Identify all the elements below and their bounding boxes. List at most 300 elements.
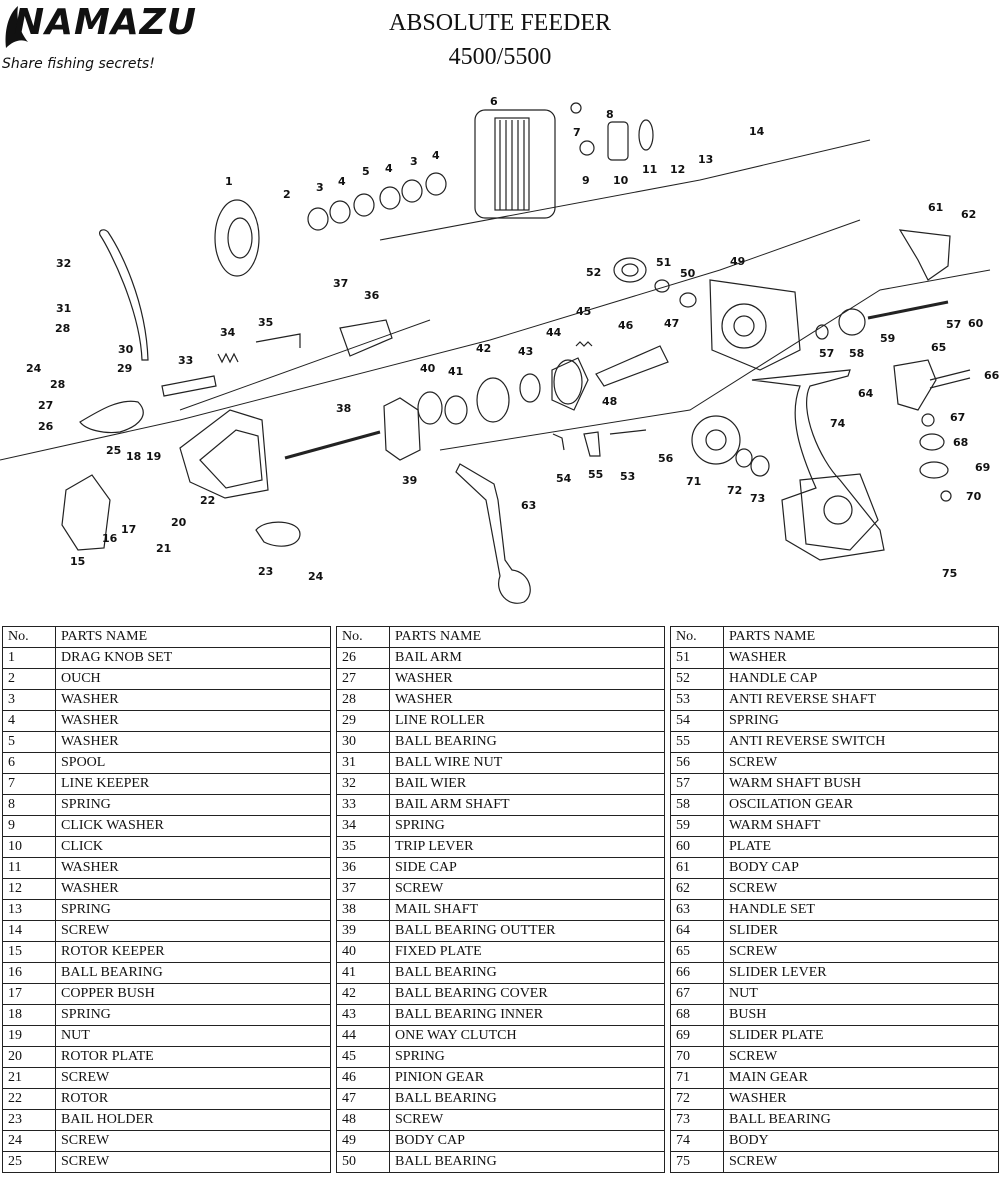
part-number-cell: 43 [337,1005,390,1026]
part-callout: 24 [308,570,324,583]
table-row [337,921,665,942]
part-name-cell: BODY CAP [724,858,999,879]
part-name-cell: LINE KEEPER [56,774,331,795]
table-row [3,879,331,900]
table-row [3,774,331,795]
part-name-cell: ROTOR [56,1089,331,1110]
part-callout: 11 [642,163,658,176]
exploded-view-drawing [0,80,1000,620]
part-number-cell: 72 [671,1089,724,1110]
part-name-cell: WASHER [56,690,331,711]
part-number-cell: 69 [671,1026,724,1047]
part-number-cell: 38 [337,900,390,921]
part-callout: 65 [931,341,947,354]
part-name-cell: SCREW [56,1131,331,1152]
part-number-cell: 46 [337,1068,390,1089]
part-number-cell: 35 [337,837,390,858]
part-name-cell: SCREW [56,921,331,942]
part-callout: 27 [38,399,54,412]
part-callout: 57 [946,318,962,331]
part-number-cell: 10 [3,837,56,858]
part-callout: 23 [258,565,274,578]
part-number-cell: 59 [671,816,724,837]
part-callout: 74 [830,417,846,430]
part-number-cell: 30 [337,732,390,753]
part-number-cell: 52 [671,669,724,690]
part-number-cell: 19 [3,1026,56,1047]
part-number-cell: 41 [337,963,390,984]
table-row [337,774,665,795]
part-name-cell: SPRING [390,1047,665,1068]
part-callout: 37 [333,277,349,290]
part-name-cell: SLIDER PLATE [724,1026,999,1047]
page-title: ABSOLUTE FEEDER [389,10,611,36]
part-name-cell: BALL BEARING [390,963,665,984]
part-callout: 3 [316,181,324,194]
table-row [3,732,331,753]
part-callout: 3 [410,155,418,168]
part-callout: 8 [606,108,614,121]
part-name-cell: SCREW [724,753,999,774]
part-name-cell: COPPER BUSH [56,984,331,1005]
table-row [3,795,331,816]
part-number-cell: 37 [337,879,390,900]
table-row [337,837,665,858]
part-callout: 4 [432,149,440,162]
part-callout: 51 [656,256,672,269]
part-number-cell: 18 [3,1005,56,1026]
part-number-cell: 1 [3,648,56,669]
table-row [337,1068,665,1089]
column-header-no: No. [3,627,56,648]
part-callout: 28 [55,322,71,335]
part-number-cell: 33 [337,795,390,816]
part-callout: 25 [106,444,122,457]
table-row [3,669,331,690]
part-name-cell: SCREW [56,1152,331,1173]
part-callout: 38 [336,402,352,415]
part-name-cell: SPRING [56,795,331,816]
part-callout: 24 [26,362,42,375]
table-row [337,648,665,669]
part-number-cell: 73 [671,1110,724,1131]
part-name-cell: OSCILATION GEAR [724,795,999,816]
part-name-cell: HANDLE SET [724,900,999,921]
part-name-cell: PINION GEAR [390,1068,665,1089]
part-callout: 4 [385,162,393,175]
table-row [671,795,999,816]
part-callout: 31 [56,302,72,315]
table-row [337,732,665,753]
table-row [337,711,665,732]
part-name-cell: WASHER [390,690,665,711]
part-name-cell: SPOOL [56,753,331,774]
part-callout: 9 [582,174,590,187]
part-callout: 2 [283,188,291,201]
table-row [671,1152,999,1173]
part-callout: 69 [975,461,991,474]
part-name-cell: HANDLE CAP [724,669,999,690]
parts-table-body [671,648,999,1173]
part-number-cell: 16 [3,963,56,984]
part-name-cell: BALL BEARING [56,963,331,984]
part-number-cell: 7 [3,774,56,795]
part-number-cell: 21 [3,1068,56,1089]
table-row [337,879,665,900]
table-header-row [3,627,331,648]
part-number-cell: 56 [671,753,724,774]
part-name-cell: NUT [56,1026,331,1047]
part-callout: 60 [968,317,984,330]
part-callout: 15 [70,555,86,568]
part-number-cell: 55 [671,732,724,753]
table-row [337,984,665,1005]
part-name-cell: SCREW [724,1152,999,1173]
part-number-cell: 66 [671,963,724,984]
part-name-cell: WARM SHAFT [724,816,999,837]
part-callout: 54 [556,472,572,485]
table-row [3,1089,331,1110]
table-row [337,942,665,963]
part-number-cell: 22 [3,1089,56,1110]
part-name-cell: WASHER [724,648,999,669]
part-number-cell: 28 [337,690,390,711]
table-row [337,1131,665,1152]
part-number-cell: 65 [671,942,724,963]
part-callout: 47 [664,317,680,330]
part-callout: 19 [146,450,162,463]
part-name-cell: ROTOR PLATE [56,1047,331,1068]
part-number-cell: 60 [671,837,724,858]
part-callout: 71 [686,475,702,488]
part-name-cell: SCREW [724,879,999,900]
table-row [3,753,331,774]
part-callout: 67 [950,411,966,424]
table-row [337,1026,665,1047]
part-number-cell: 4 [3,711,56,732]
table-row [671,900,999,921]
part-callout: 13 [698,153,714,166]
part-name-cell: PLATE [724,837,999,858]
parts-table-2 [336,626,665,1173]
table-row [671,984,999,1005]
table-row [337,690,665,711]
table-row [671,1068,999,1089]
part-number-cell: 9 [3,816,56,837]
part-callout: 20 [171,516,187,529]
part-name-cell: CLICK [56,837,331,858]
table-row [3,900,331,921]
column-header-no: No. [337,627,390,648]
page-subtitle: 4500/5500 [448,44,552,70]
table-row [3,837,331,858]
part-name-cell: BAIL HOLDER [56,1110,331,1131]
table-row [671,963,999,984]
part-name-cell: OUCH [56,669,331,690]
part-callout: 7 [573,126,581,139]
column-header-no: No. [671,627,724,648]
part-number-cell: 24 [3,1131,56,1152]
header [0,0,1000,80]
part-number-cell: 51 [671,648,724,669]
part-callout: 72 [727,484,743,497]
part-callout: 30 [118,343,134,356]
part-number-cell: 48 [337,1110,390,1131]
table-row [671,711,999,732]
parts-table-body [3,648,331,1173]
part-number-cell: 74 [671,1131,724,1152]
table-row [3,942,331,963]
table-row [671,669,999,690]
table-row [3,1152,331,1173]
part-number-cell: 40 [337,942,390,963]
part-name-cell: BUSH [724,1005,999,1026]
part-name-cell: MAIL SHAFT [390,900,665,921]
part-name-cell: BAIL ARM SHAFT [390,795,665,816]
part-callout: 59 [880,332,896,345]
table-row [3,690,331,711]
part-callout: 6 [490,95,498,108]
part-callout: 41 [448,365,464,378]
part-callout: 16 [102,532,118,545]
table-row [3,1047,331,1068]
part-callout: 32 [56,257,72,270]
part-number-cell: 34 [337,816,390,837]
part-name-cell: BAIL WIER [390,774,665,795]
table-row [671,1131,999,1152]
part-callout: 40 [420,362,436,375]
part-callout: 4 [338,175,346,188]
table-row [671,1110,999,1131]
column-header-parts-name: PARTS NAME [390,627,665,648]
part-number-cell: 45 [337,1047,390,1068]
part-name-cell: BALL BEARING COVER [390,984,665,1005]
part-callout: 36 [364,289,380,302]
parts-table-3 [670,626,999,1173]
part-number-cell: 15 [3,942,56,963]
part-name-cell: BALL BEARING INNER [390,1005,665,1026]
part-callout: 29 [117,362,133,375]
part-callout: 35 [258,316,274,329]
part-number-cell: 6 [3,753,56,774]
part-callout: 55 [588,468,604,481]
table-row [3,984,331,1005]
column-header-parts-name: PARTS NAME [56,627,331,648]
part-number-cell: 5 [3,732,56,753]
table-row [337,669,665,690]
part-number-cell: 70 [671,1047,724,1068]
part-callout: 39 [402,474,418,487]
part-callout: 14 [749,125,765,138]
part-callout: 49 [730,255,746,268]
part-name-cell: DRAG KNOB SET [56,648,331,669]
part-callout: 75 [942,567,958,580]
part-callout: 17 [121,523,137,536]
part-callout: 45 [576,305,592,318]
table-header-row [671,627,999,648]
part-name-cell: BODY [724,1131,999,1152]
part-number-cell: 71 [671,1068,724,1089]
part-name-cell: SCREW [724,942,999,963]
part-name-cell: WASHER [724,1089,999,1110]
exploded-parts-diagram [0,80,1000,620]
table-row [671,816,999,837]
part-number-cell: 49 [337,1131,390,1152]
part-callout: 26 [38,420,54,433]
table-row [671,921,999,942]
table-row [3,1068,331,1089]
part-name-cell: BALL BEARING [390,1089,665,1110]
part-callout: 64 [858,387,874,400]
table-row [671,1089,999,1110]
part-name-cell: MAIN GEAR [724,1068,999,1089]
table-row [671,1047,999,1068]
table-row [337,1152,665,1173]
part-callout: 63 [521,499,537,512]
table-row [337,900,665,921]
part-name-cell: SPRING [56,1005,331,1026]
part-number-cell: 12 [3,879,56,900]
part-name-cell: NUT [724,984,999,1005]
namazu-logo [2,2,212,76]
part-name-cell: SIDE CAP [390,858,665,879]
part-callout: 73 [750,492,766,505]
part-name-cell: SCREW [390,1110,665,1131]
part-number-cell: 20 [3,1047,56,1068]
part-name-cell: BALL BEARING OUTTER [390,921,665,942]
table-row [671,753,999,774]
table-row [3,1131,331,1152]
table-row [337,1089,665,1110]
table-row [671,879,999,900]
part-callout: 28 [50,378,66,391]
part-number-cell: 8 [3,795,56,816]
part-number-cell: 53 [671,690,724,711]
part-name-cell: WASHER [56,711,331,732]
part-number-cell: 68 [671,1005,724,1026]
part-name-cell: ONE WAY CLUTCH [390,1026,665,1047]
part-name-cell: BALL BEARING [390,1152,665,1173]
part-number-cell: 61 [671,858,724,879]
table-row [337,858,665,879]
part-name-cell: ANTI REVERSE SHAFT [724,690,999,711]
part-number-cell: 2 [3,669,56,690]
part-number-cell: 58 [671,795,724,816]
table-header-row [337,627,665,648]
table-row [3,1026,331,1047]
part-number-cell: 11 [3,858,56,879]
part-number-cell: 50 [337,1152,390,1173]
part-number-cell: 25 [3,1152,56,1173]
part-callout: 68 [953,436,969,449]
part-name-cell: SCREW [724,1047,999,1068]
part-number-cell: 75 [671,1152,724,1173]
table-row [337,963,665,984]
part-number-cell: 23 [3,1110,56,1131]
table-row [671,648,999,669]
part-number-cell: 39 [337,921,390,942]
part-number-cell: 36 [337,858,390,879]
part-name-cell: BALL WIRE NUT [390,753,665,774]
table-row [3,858,331,879]
table-row [671,942,999,963]
table-row [337,1110,665,1131]
part-name-cell: BALL BEARING [724,1110,999,1131]
part-callout: 56 [658,452,674,465]
table-row [671,774,999,795]
part-number-cell: 54 [671,711,724,732]
parts-table-body [337,648,665,1173]
part-number-cell: 32 [337,774,390,795]
part-name-cell: SLIDER [724,921,999,942]
part-name-cell: BODY CAP [390,1131,665,1152]
part-callout: 10 [613,174,629,187]
part-name-cell: ROTOR KEEPER [56,942,331,963]
part-number-cell: 44 [337,1026,390,1047]
part-name-cell: WARM SHAFT BUSH [724,774,999,795]
part-callout: 52 [586,266,602,279]
part-name-cell: WASHER [56,732,331,753]
logo-wordmark: NAMAZU [14,2,198,43]
table-row [671,1026,999,1047]
table-row [337,753,665,774]
table-row [3,921,331,942]
part-callout: 42 [476,342,492,355]
part-name-cell: BAIL ARM [390,648,665,669]
part-callout: 62 [961,208,977,221]
table-row [3,1005,331,1026]
part-number-cell: 14 [3,921,56,942]
part-name-cell: FIXED PLATE [390,942,665,963]
part-callout: 21 [156,542,172,555]
part-name-cell: TRIP LEVER [390,837,665,858]
table-row [3,816,331,837]
table-row [337,816,665,837]
part-number-cell: 26 [337,648,390,669]
parts-table-1 [2,626,331,1173]
part-number-cell: 42 [337,984,390,1005]
part-name-cell: WASHER [390,669,665,690]
part-number-cell: 47 [337,1089,390,1110]
part-number-cell: 17 [3,984,56,1005]
part-number-cell: 27 [337,669,390,690]
table-row [3,1110,331,1131]
part-callout: 12 [670,163,686,176]
table-row [671,858,999,879]
part-number-cell: 57 [671,774,724,795]
table-row [337,1047,665,1068]
part-callout: 53 [620,470,636,483]
part-callout: 50 [680,267,696,280]
part-callout: 22 [200,494,216,507]
part-number-cell: 29 [337,711,390,732]
part-number-cell: 62 [671,879,724,900]
part-callout: 1 [225,175,233,188]
part-name-cell: WASHER [56,879,331,900]
part-name-cell: BALL BEARING [390,732,665,753]
part-callout: 58 [849,347,865,360]
part-callout: 43 [518,345,534,358]
part-name-cell: LINE ROLLER [390,711,665,732]
part-name-cell: CLICK WASHER [56,816,331,837]
table-row [671,690,999,711]
part-name-cell: SPRING [390,816,665,837]
table-row [3,711,331,732]
part-callout: 34 [220,326,236,339]
part-callout: 61 [928,201,944,214]
part-number-cell: 13 [3,900,56,921]
part-name-cell: SPRING [724,711,999,732]
